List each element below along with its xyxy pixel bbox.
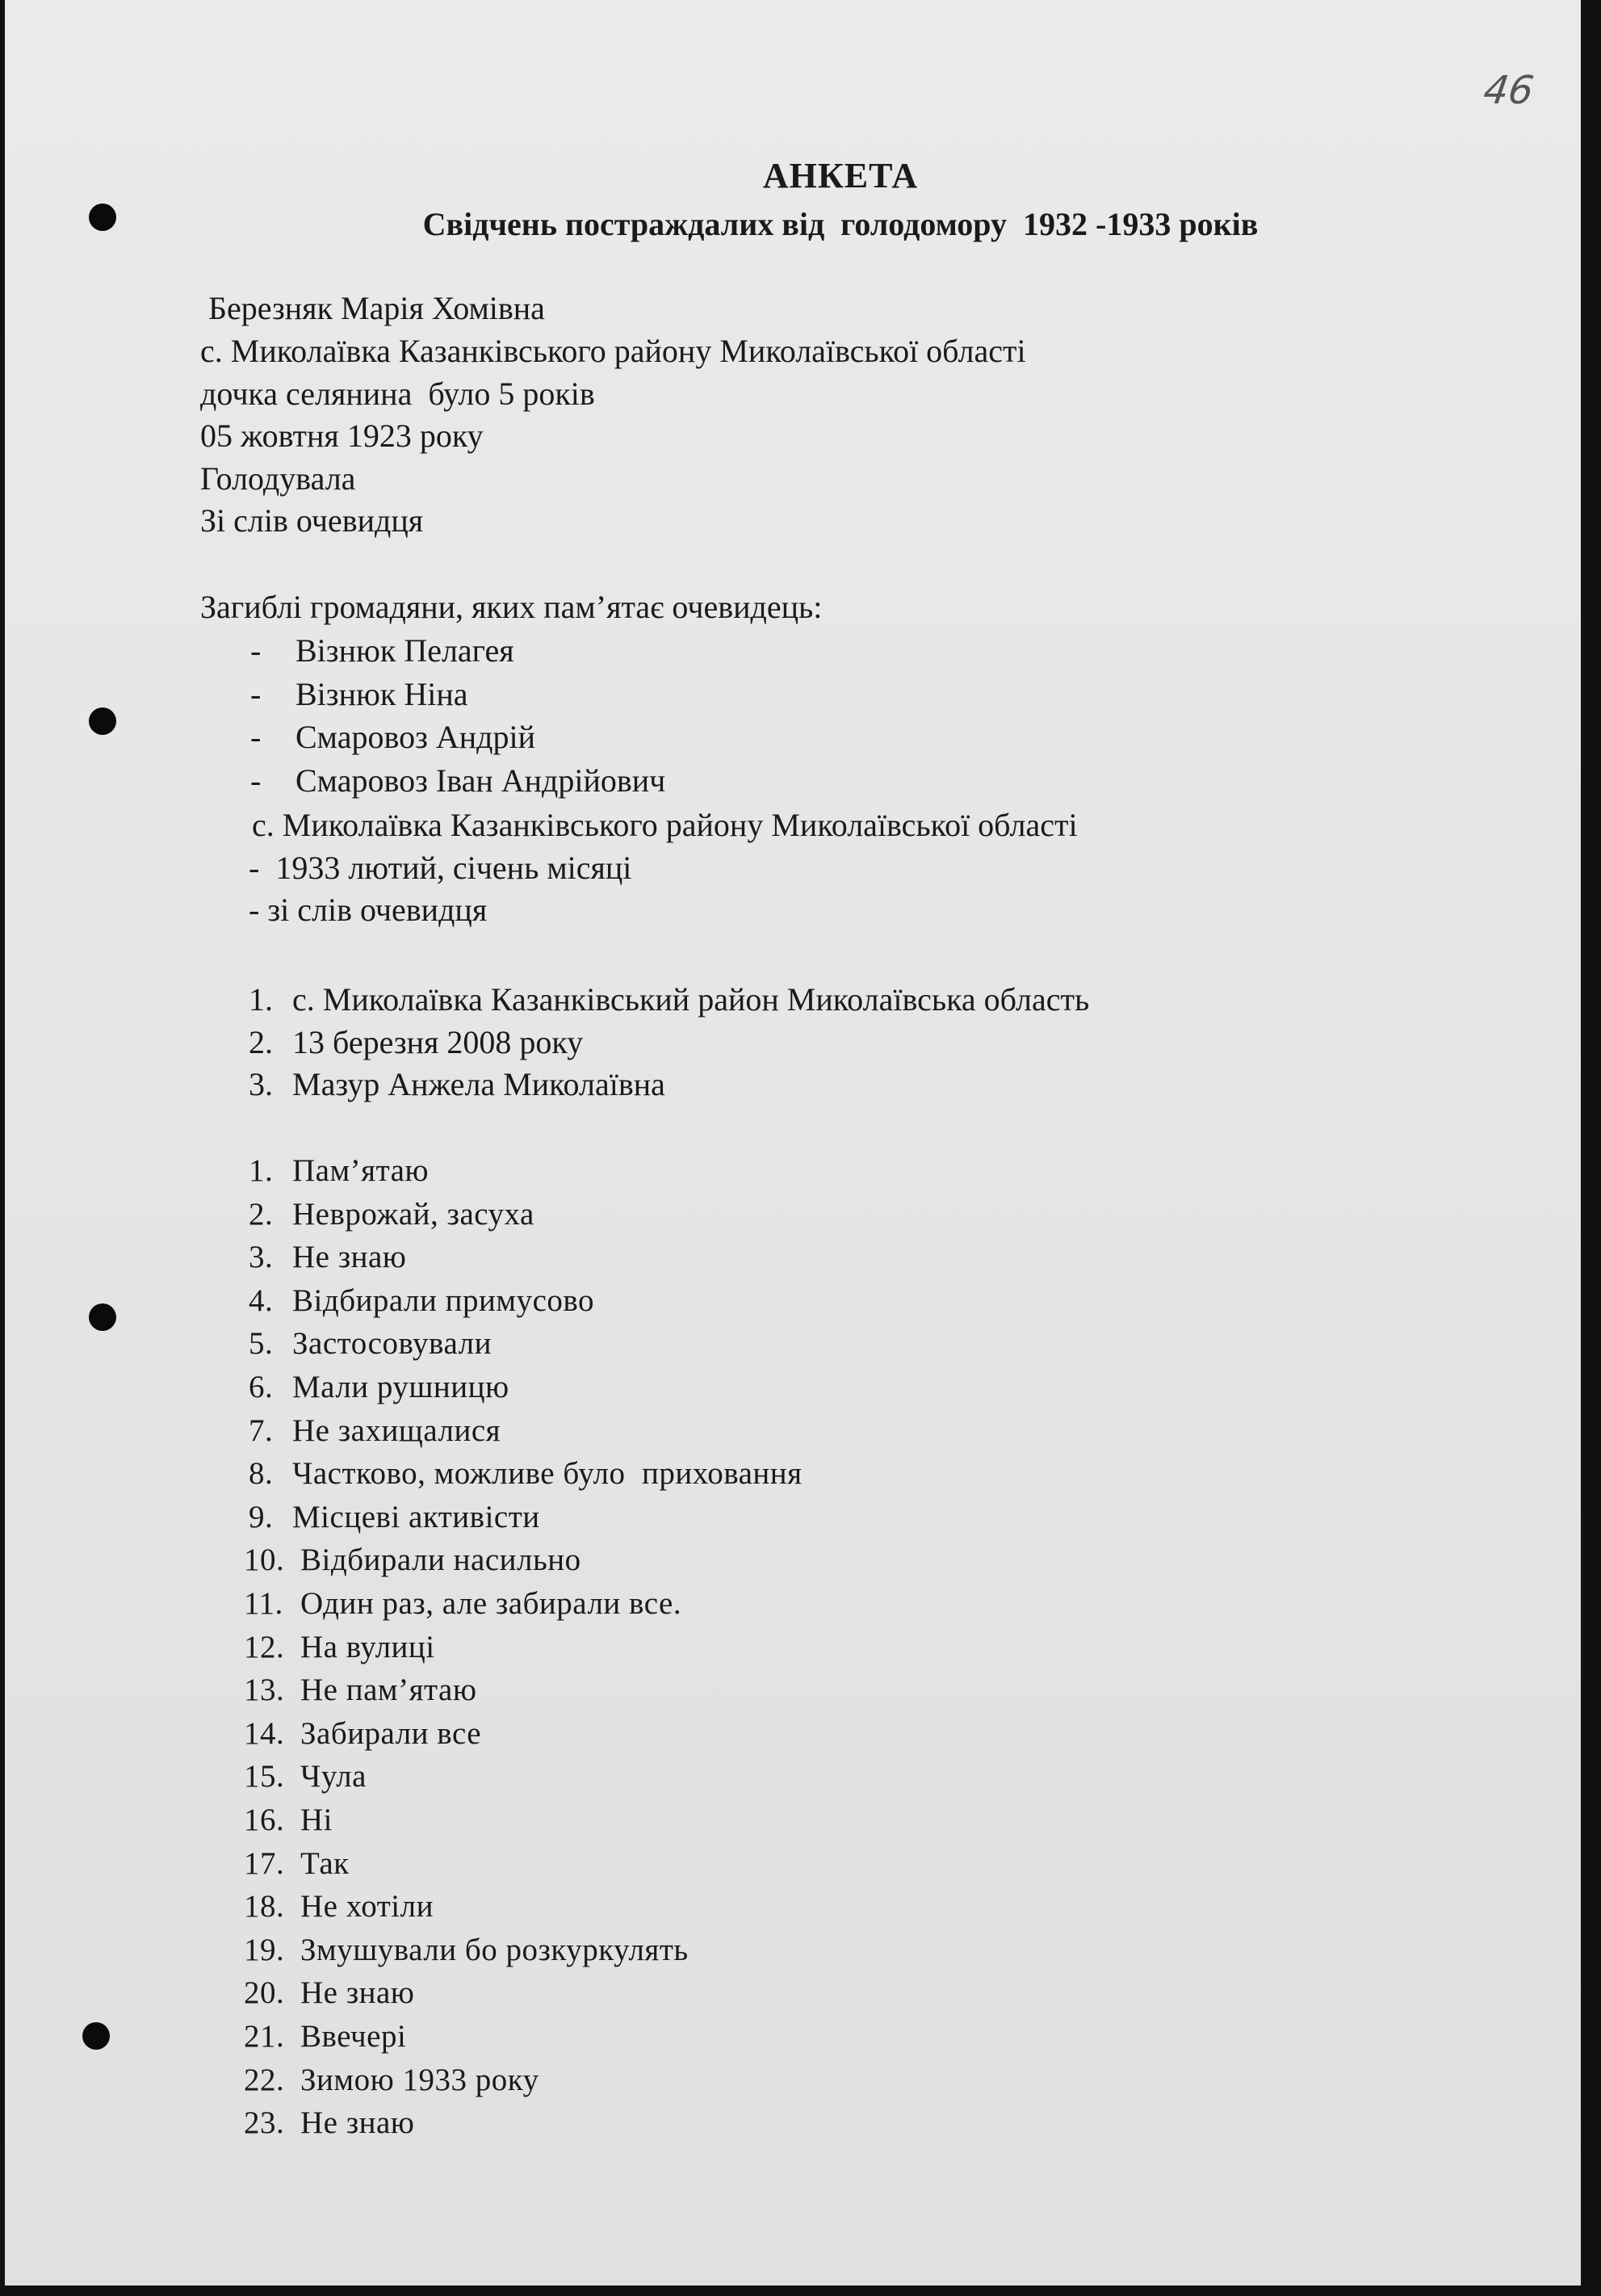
answer-number: 18. [244,1889,285,1925]
answer-number: 16. [244,1803,285,1837]
answer-text: Ввечері [300,2019,407,2054]
punch-hole [82,2022,110,2050]
answer-text: Так [300,1845,350,1881]
answer-number: 8. [249,1456,274,1492]
answer-text: Відбирали насильно [300,1543,581,1578]
answer-text: Забирали все [300,1715,482,1751]
answer-number: 22. [244,2062,285,2097]
victim-name: Візнюк Ніна [295,675,468,712]
witness-status: дочка селянина було 5 років [200,376,595,412]
interview-item-text: Мазур Анжела Миколаївна [292,1066,665,1102]
answer-text: Змушували бо розкуркулять [300,1932,689,1967]
victim-name: Смаровоз Андрій [295,719,536,755]
answer-text: Застосовували [292,1326,492,1362]
interview-item-text: 13 березня 2008 року [292,1023,584,1060]
answer-text: Не пам’ятаю [300,1673,477,1708]
answer-number: 4. [249,1282,274,1318]
list-bullet-dash: - [250,675,262,712]
answer-number: 9. [249,1499,274,1534]
answer-text: Не знаю [300,2105,415,2141]
answer-text: Не знаю [292,1240,407,1275]
answer-text: Один раз, але забирали все. [300,1586,682,1621]
list-bullet-dash: - [250,762,262,799]
handwritten-page-number: 46 [1481,68,1537,113]
interview-item-text: с. Миколаївка Казанківський район Миколаївська область [292,981,1090,1018]
answer-text: На вулиці [300,1629,435,1664]
interview-item-number: 3. [249,1066,273,1102]
answer-number: 17. [244,1845,285,1881]
answer-number: 15. [244,1759,285,1794]
answer-number: 12. [244,1629,285,1664]
answer-number: 1. [249,1153,274,1188]
answer-number: 6. [249,1370,274,1404]
answer-text: Відбирали примусово [292,1282,595,1318]
punch-hole [89,1303,116,1331]
interview-item-number: 2. [249,1023,273,1060]
list-bullet-dash: - [250,632,262,669]
answer-number: 19. [244,1932,285,1967]
victims-place: с. Миколаївка Казанківського району Миколаївської області [252,807,1078,843]
answer-text: Не знаю [300,1975,415,2011]
answer-number: 5. [249,1326,274,1362]
witness-place: с. Миколаївка Казанківського району Миколаївської області [200,333,1026,369]
punch-hole [89,707,116,735]
answer-number: 14. [244,1715,285,1751]
answer-number: 10. [244,1543,285,1578]
witness-source: Зі слів очевидця [200,502,424,539]
answer-number: 21. [244,2019,285,2054]
interview-item-number: 1. [249,981,273,1018]
answer-number: 11. [244,1586,283,1621]
victim-name: Смаровоз Іван Андрійович [295,762,666,799]
document-subtitle: Свідчень постраждалих від голодомору 1932 -1933 років [422,206,1259,242]
answer-text: Неврожай, засуха [292,1196,534,1232]
answer-number: 20. [244,1975,285,2011]
answer-text: Пам’ятаю [292,1153,430,1188]
victim-name: Візнюк Пелагея [295,632,514,669]
witness-experience: Голодувала [200,460,356,497]
answer-text: Місцеві активісти [292,1499,540,1534]
answer-text: Не захищалися [292,1412,501,1448]
answer-number: 3. [249,1240,274,1275]
victims-heading: Загиблі громадяни, яких пам’ятає очевидець: [200,589,823,625]
answer-number: 23. [244,2105,285,2141]
witness-birth-date: 05 жовтня 1923 року [200,418,484,454]
document-title: АНКЕТА [762,156,919,195]
answer-number: 13. [244,1673,285,1708]
victims-source: - зі слів очевидця [249,892,488,928]
answer-number: 7. [249,1412,274,1448]
answer-text: Частково, можливе було приховання [292,1456,803,1492]
answer-number: 2. [249,1196,274,1232]
witness-name: Березняк Марія Хомівна [208,290,545,326]
answer-text: Ні [300,1803,333,1837]
victims-date: - 1933 лютий, січень місяці [249,850,632,886]
answer-text: Мали рушницю [292,1370,509,1404]
list-bullet-dash: - [250,719,262,755]
document-page [5,0,1581,2286]
answer-text: Не хотіли [300,1889,434,1925]
answer-text: Чула [300,1759,367,1794]
answer-text: Зимою 1933 року [300,2062,539,2097]
